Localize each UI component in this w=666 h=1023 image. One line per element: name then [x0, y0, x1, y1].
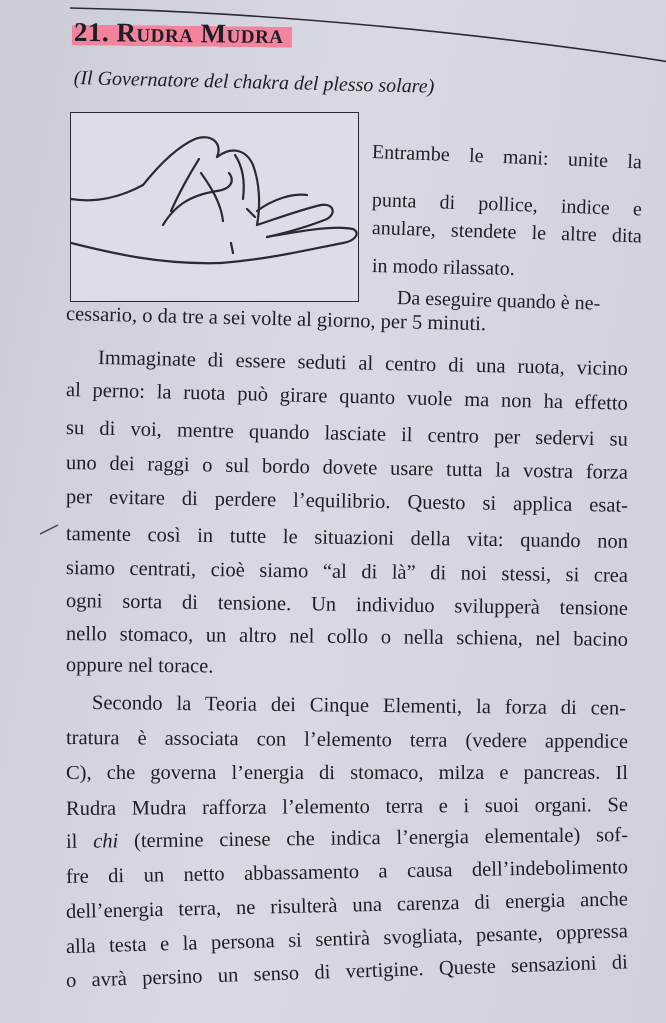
body-line-18: dell’energia terra, ne risulterà una carenza di energia anche [65, 888, 629, 923]
body-line-3: al perno: la ruota può girare quanto vuole ma non ha effetto [65, 379, 629, 415]
body-line-14: C), che governa l’energia di stomaco, milza e pancreas. Il [66, 762, 628, 784]
body-line-7: tamente così in tutte le situazioni della vita: quando non [65, 523, 629, 553]
body-line-1: cessario, o da tre a sei volte al giorno, per 5 minuti. [65, 303, 487, 336]
chi-line-start: il [65, 830, 94, 853]
side-text-line-5: Da eseguire quando è ne- [396, 287, 601, 315]
body-line-10: nello stomaco, un altro nel collo o nella schiena, nel bacino [65, 623, 629, 651]
chi-term: chi [93, 830, 119, 853]
body-line-17: fre di un netto abbassamento a causa dell’indebolimento [65, 856, 629, 888]
body-line-6: per evitare di perdere l’equilibrio. Questo si applica esat- [65, 486, 629, 517]
title-word-2: Mudra [200, 18, 284, 50]
side-text-line-2: punta di pollice, indice e [371, 189, 643, 221]
body-line-11: oppure nel torace. [65, 654, 214, 678]
side-text-line-4: in modo rilassato. [371, 255, 515, 280]
body-line-5: uno dei raggi o sul bordo dovete usare tutta la vostra forza [65, 452, 629, 484]
body-line-2: Immaginate di essere seduti al centro di una ruota, vicino [97, 347, 629, 381]
body-line-8: siamo centrati, cioè siamo “al di là” di noi stessi, si crea [65, 557, 629, 587]
body-line-15: Rudra Mudra rafforza l’elemento terra e i suoi organi. Se [65, 794, 629, 820]
body-line-19: alla testa e la persona si sentirà svogliata, pesante, oppressa [65, 920, 629, 958]
body-line-12: Secondo la Teoria dei Cinque Elementi, la forza di cen- [91, 692, 627, 720]
rudra-mudra-hand-icon [71, 113, 358, 301]
body-line-20: o avrà persino un senso di vertigine. Queste sensazioni di [65, 951, 629, 992]
body-line-13: tratura è associata con l’elemento terra (vedere appendice [65, 727, 629, 753]
side-text-line-1: Entrambe le mani: unite la [371, 141, 643, 174]
body-line-4: su di voi, mentre quando lasciate il centro per sedervi su [65, 417, 629, 451]
title-word-1: Rudra [116, 17, 194, 49]
page-subtitle: (Il Governatore del chakra del plesso solare) [73, 67, 435, 98]
pencil-mark [38, 522, 60, 536]
body-line-9: ogni sorta di tensione. Un individuo svilupperà tensione [65, 590, 629, 620]
chi-line-end: (termine cinese che indica l’energia elementale) sof- [118, 824, 629, 853]
hand-figure [70, 112, 359, 302]
body-line-16 [66, 820, 628, 857]
side-text-line-3: anulare, stendete le altre dita [371, 217, 643, 248]
page-title [72, 15, 292, 50]
title-number: 21. [73, 16, 110, 48]
